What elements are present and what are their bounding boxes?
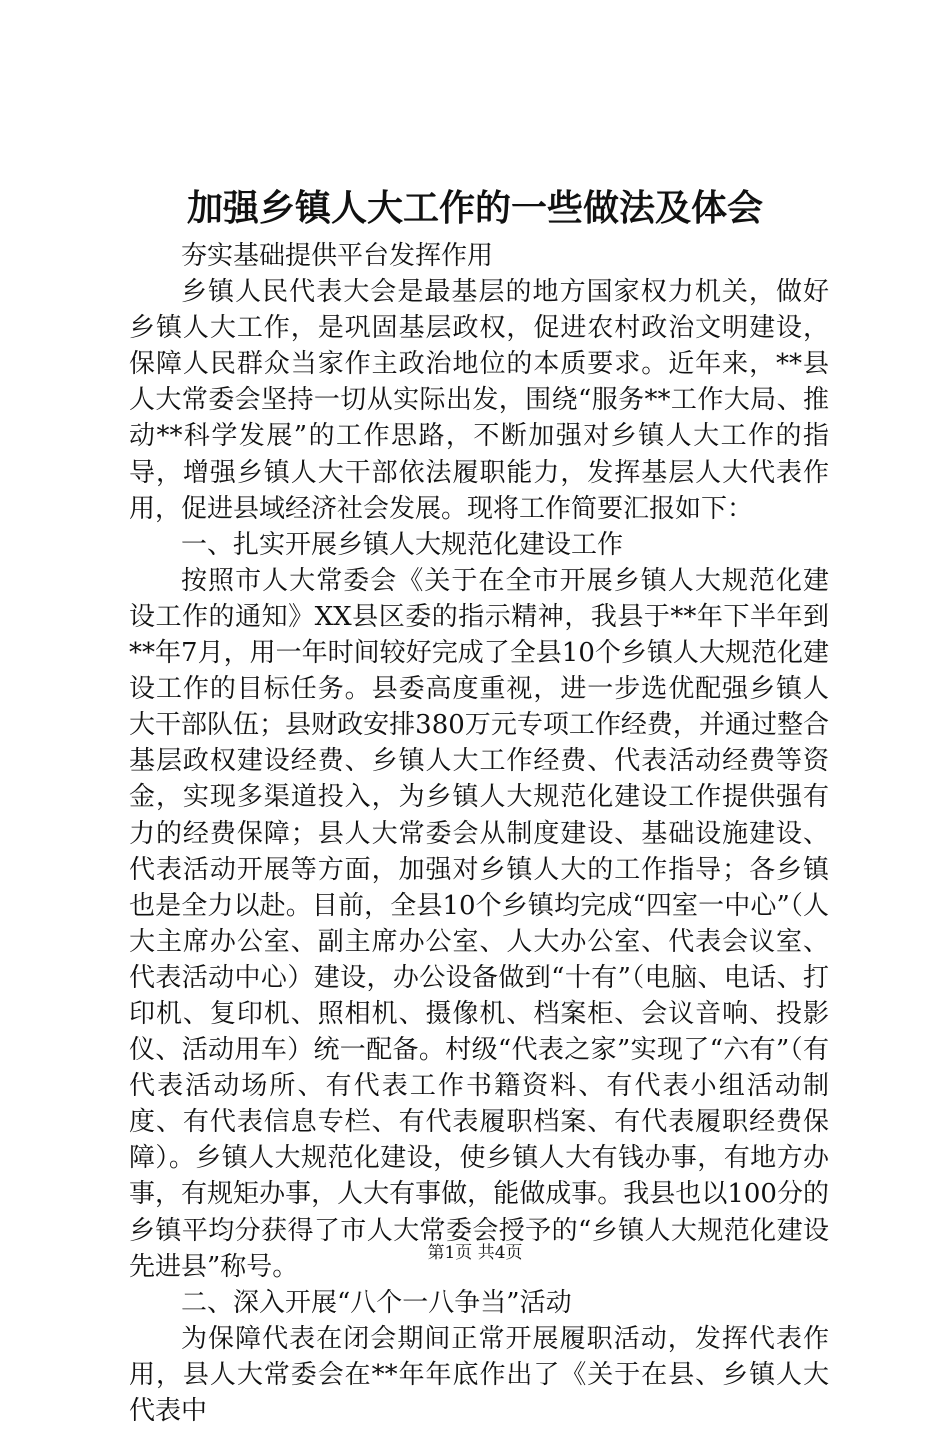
paragraph-subtitle: 夯实基础提供平台发挥作用 — [181, 241, 494, 271]
page-footer: 第1页 共4页 — [427, 1243, 523, 1263]
section-heading-1: 一、扎实开展乡镇人大规范化建设工作 — [181, 529, 624, 560]
document-title: 加强乡镇人大工作的一些做法及体会 — [186, 187, 763, 229]
paragraph-intro: 乡镇人民代表大会是最基层的地方国家权力机关，做好乡镇人大工作，是巩固基层政权，促进农村政治文明建设，保障人民群众当家作主政治地位的本质要求。近年来，**县人大常委会坚持一切从实际出发，围绕“服务**工作大局、推动**科学发展”的工作思路，不断加强对乡镇人大工作的指导，增强乡镇人大干部依法履职能力，发挥基层人大代表作用，促进县域经济社会发展。现将工作简要汇报如下： — [129, 277, 829, 524]
section-heading-2: 二、深入开展“八个一八争当”活动 — [181, 1287, 572, 1318]
paragraph-section-2: 为保障代表在闭会期间正常开展履职活动，发挥代表作用，县人大常委会在**年年底作出了《关于在县、乡镇人大代表中 — [129, 1323, 829, 1426]
paragraph-section-1: 按照市人大常委会《关于在全市开展乡镇人大规范化建设工作的通知》XX县区委的指示精神，我县于**年下半年到**年7月，用一年时间较好完成了全县10个乡镇人大规范化建设工作的目标任务。县委高度重视，进一步选优配强乡镇人大干部队伍；县财政安排380万元专项工作经费，并通过整合基层政权建设经费、乡镇人大工作经费、代表活动经费等资金，实现多渠道投入，为乡镇人大规范化建设工作提供强有力的经费保障；县人大常委会从制度建设、基础设施建设、代表活动开展等方面，加强对乡镇人大的工作指导；各乡镇也是全力以赴。目前，全县10个乡镇均完成“四室一中心”（人大主席办公室、副主席办公室、人大办公室、代表会议室、代表活动中心）建设，办公设备做到“十有”（电脑、电话、打印机、复印机、照相机、摄像机、档案柜、会议音响、投影仪、活动用车）统一配备。村级“代表之家”实现了“六有”（有代表活动场所、有代表工作书籍资料、有代表小组活动制度、有代表信息专栏、有代表履职档案、有代表履职经费保障）。乡镇人大规范化建设，使乡镇人大有钱办事，有地方办事，有规矩办事，人大有事做，能做成事。我县也以100分的乡镇平均分获得了市人大常委会授予的“乡镇人大规范化建设先进县”称号。 — [129, 565, 829, 1282]
